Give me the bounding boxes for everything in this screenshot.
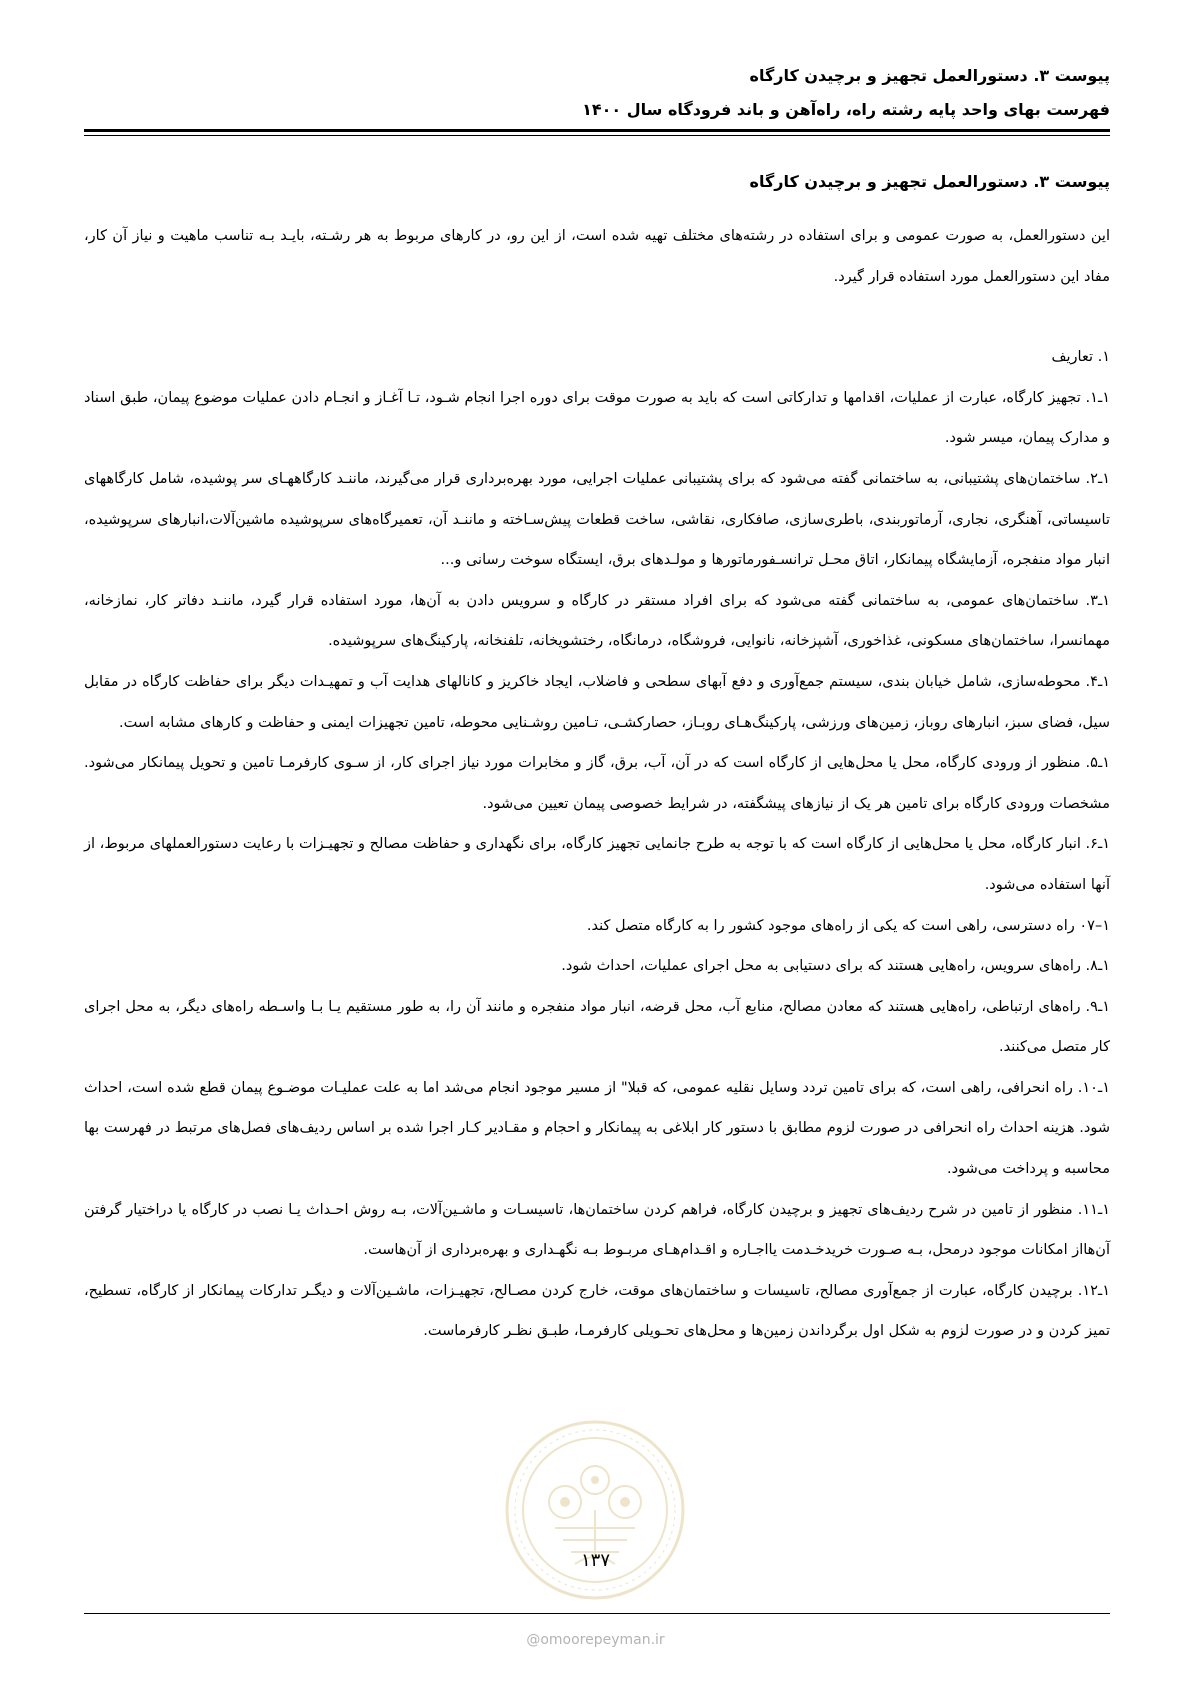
intro-paragraph: این دستورالعمل، به صورت عمومی و برای استفاده در رشته‌های مختلف تهیه شده است، از این رو، در کارهای مربوط به هر رشـته، بایـد بـه تناسب ماهیت و نیاز آن کار، مفاد این دستورالعمل مورد استفاده قرار گیرد. bbox=[84, 228, 1110, 285]
definition-item: ۱ـ۱۰. راه انحرافی، راهی است، که برای تامین تردد وسایل نقلیه عمومی، که قبلا" از مسیر موجود انجام می‌شد اما به علت عملیـات موضـوع پیمان قطع شده است، احداث شود. هزینه احداث راه انحرافی در صورت لزوم مطابق با دستور کار ابلاغی به پیمانکار و احجام و مقـادیر کـار اجرا شده بر اساس ردیف‌های فصل‌های مرتبط در فهرست بها محاسبه و پرداخت می‌شود. bbox=[84, 1079, 1110, 1178]
page-number: ۱۳۷ bbox=[580, 1550, 610, 1571]
definition-item: ۱ـ۵. منظور از ورودی کارگاه، محل یا محل‌هایی از کارگاه است که در آن، آب، برق، گاز و مخابرات مورد نیاز اجرای کار، از سـوی کارفرمـا تامین و تحویل پیمانکار می‌شود. مشخصات ورودی کارگاه برای تامین هر یک از نیازهای پیشگفته، در شرایط خصوصی پیمان تعیین می‌شود. bbox=[84, 755, 1110, 812]
definition-item: ۱ـ۳. ساختمان‌های عمومی، به ساختمانی گفته می‌شود که برای افراد مستقر در کارگاه و سرویس دادن به آن‌ها، مورد استفاده قرار گیرد، ماننـد دفاتر کار، نمازخانه، مهمانسرا، ساختمان‌های مسکونی، غذاخوری، آشپزخانه، نانوایی، فروشگاه، درمانگاه، رختشویخانه، تلفنخانه، پارکینگ‌های سرپوشیده. bbox=[84, 592, 1110, 650]
definitions-heading: ۱. تعاریف bbox=[1051, 349, 1110, 366]
header-rule-thick bbox=[84, 129, 1110, 132]
watermark-text: @omoorepeyman.ir bbox=[526, 1632, 665, 1648]
definition-item: ۱–۰۷ راه دسترسی، راهی است که یکی از راه‌های موجود کشور را به کارگاه متصل کند. bbox=[586, 917, 1110, 934]
header-price-list-title: فهرست بهای واحد پایه رشته راه، راه‌آهن و باند فرودگاه سال ۱۴۰۰ bbox=[582, 100, 1110, 119]
definition-item: ۱ـ۱. تجهیز کارگاه، عبارت از عملیات، اقدامها و تدارکاتی است که باید به صورت موقت برای دوره اجرا انجام شـود، تـا آغـاز و انجـام دادن عملیات موضوع پیمان، طبق اسناد و مدارک پیمان، میسر شود. bbox=[84, 389, 1110, 447]
document-body bbox=[84, 216, 1110, 1352]
definition-item: ۱ـ۹. راه‌های ارتباطی، راه‌هایی هستند که معادن مصالح، منابع آب، محل قرضه، انبار مواد منفجره و مانند آن را، به طور مستقیم یـا بـا واسـطه راه‌های دیگر، به محل اجرای کار متصل می‌کنند. bbox=[84, 998, 1110, 1056]
footer-rule bbox=[84, 1613, 1110, 1614]
definition-item: ۱ـ۴. محوطه‌سازی، شامل خیابان بندی، سیستم جمع‌آوری و دفع آبهای سطحی و فاضلاب، ایجاد خاکریز و کانالهای هدایت آب و تمهیـدات دیگر برای حفاظت کارگاه در مقابل سیل، فضای سبز، انبارهای روباز، زمین‌های ورزشی، پارکینگ‌هـای روبـاز، حصارکشـی، تـامین روشـنایی محوطه، تامین تجهیزات ایمنی و حفاظت و کارهای مشابه است. bbox=[84, 673, 1110, 731]
definition-item: ۱ـ۲. ساختمان‌های پشتیبانی، به ساختمانی گفته می‌شود که برای پشتیبانی عملیات اجرایی، مورد بهره‌برداری قرار می‌گیرند، ماننـد کارگاههـای سر پوشیده، شامل کارگاههای تاسیساتی، آهنگری، نجاری، آرماتوربندی، باطری‌سازی، صافکاری، نقاشی، ساخت قطعات پیش‌سـاخته و ماننـد آن، تعمیرگاه‌های سرپوشیده ماشین‌آلات،انبارهای سرپوشیده، انبار مواد منفجره، آزمایشگاه پیمانکار، اتاق محـل ترانسـفورماتورها و مولـدهای برق، ایستگاه سوخت رسانی و... bbox=[84, 470, 1110, 569]
definition-item: ۱ـ۸. راه‌های سرویس، راه‌هایی هستند که برای دستیابی به محل اجرای عملیات، احداث شود. bbox=[561, 958, 1110, 975]
definition-item: ۱ـ۱۲. برچیدن کارگاه، عبارت از جمع‌آوری مصالح، تاسیسات و ساختمان‌های موقت، خارج کردن مصـالح، تجهیـزات، ماشـین‌آلات و دیگـر تدارکات پیمانکار از کارگاه، تسطیح، تمیز کردن و در صورت لزوم به شکل اول برگرداندن زمین‌ها و محل‌های تحـویلی کارفرمـا، طبـق نظـر کارفرماست. bbox=[84, 1282, 1110, 1340]
definition-item: ۱ـ۶. انبار کارگاه، محل یا محل‌هایی از کارگاه است که با توجه به طرح جانمایی تجهیز کارگاه، برای نگهداری و حفاظت مصالح و تجهیـزات با رعایت دستورالعملهای مربوط، از آنها استفاده می‌شود. bbox=[84, 836, 1110, 893]
header-appendix-title: پیوست ۳. دستورالعمل تجهیز و برچیدن کارگاه bbox=[749, 66, 1110, 85]
definition-item: ۱ـ۱۱. منظور از تامین در شرح ردیف‌های تجهیز و برچیدن کارگاه، فراهم کردن ساختمان‌ها، تاسیسـات و ماشـین‌آلات، بـه روش احـداث یـا نصب در کارگاه یا دراختیار گرفتن آن‌هااز امکانات موجود درمحل، بـه صـورت خریدخـدمت یااجـاره و اقـدام‌هـای مربـوط بـه نگهـداری و بهره‌برداری از آن‌هاست. bbox=[84, 1201, 1110, 1259]
section-title: پیوست ۳. دستورالعمل تجهیز و برچیدن کارگاه bbox=[749, 172, 1110, 191]
header-rule-thin bbox=[84, 135, 1110, 136]
